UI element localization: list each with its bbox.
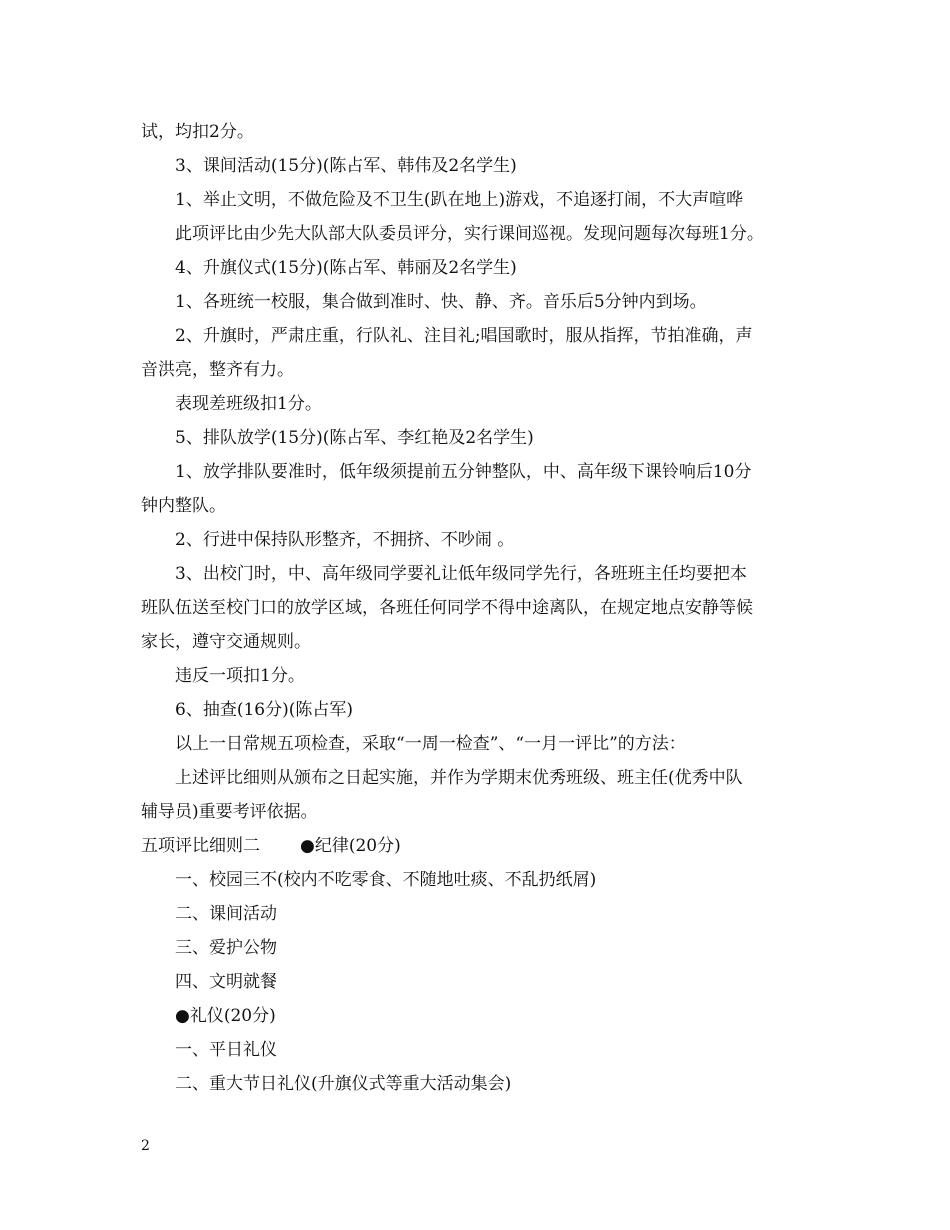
text-line: 班队伍送至校门口的放学区域，各班任何同学不得中途离队，在规定地点安静等候: [141, 598, 753, 618]
text-line: 钟内整队。: [141, 496, 226, 516]
text-line: 此项评比由少先大队部大队委员评分，实行课间巡视。发现问题每次每班1分。: [175, 224, 764, 244]
page-number: 2: [141, 1138, 150, 1154]
text-line: 1、举止文明，不做危险及不卫生(趴在地上)游戏，不追逐打闹，不大声喧哗: [175, 190, 744, 210]
section-heading-recess-activity: 3、课间活动(15分)(陈占军、韩伟及2名学生): [175, 156, 517, 176]
list-item: 四、文明就餐: [175, 972, 277, 992]
text-line: 2、升旗时，严肃庄重，行队礼、注目礼;唱国歌时，服从指挥，节拍准确，声: [175, 326, 753, 346]
etiquette-heading: ●礼仪(20分): [175, 1006, 276, 1026]
list-item: 二、课间活动: [175, 904, 277, 924]
text-line: 2、行进中保持队形整齐，不拥挤、不吵闹 。: [175, 530, 515, 550]
text-line: 家长，遵守交通规则。: [141, 632, 311, 652]
text-line: 3、出校门时，中、高年级同学要礼让低年级同学先行，各班班主任均要把本: [175, 564, 747, 584]
text-line: 辅导员)重要考评依据。: [141, 802, 318, 822]
text-line: 1、各班统一校服，集合做到准时、快、静、齐。音乐后5分钟内到场。: [175, 292, 707, 312]
list-item: 一、校园三不(校内不吃零食、不随地吐痰、不乱扔纸屑): [175, 870, 597, 890]
document-body: [141, 115, 821, 1101]
text-line: 音洪亮，整齐有力。: [141, 360, 294, 380]
list-item: 一、平日礼仪: [175, 1040, 277, 1060]
discipline-item: ●纪律(20分): [300, 836, 401, 856]
section-heading-rules-two: [141, 829, 821, 863]
list-item: 三、爱护公物: [175, 938, 277, 958]
section-title: 五项评比细则二: [141, 836, 260, 856]
text-line: 违反一项扣1分。: [175, 666, 305, 686]
text-line: 上述评比细则从颁布之日起实施，并作为学期末优秀班级、班主任(优秀中队: [175, 768, 743, 788]
section-heading-flag-ceremony: 4、升旗仪式(15分)(陈占军、韩丽及2名学生): [175, 258, 517, 278]
text-line: 表现差班级扣1分。: [175, 394, 322, 414]
section-heading-spot-check: 6、抽查(16分)(陈占军): [175, 700, 353, 720]
text-line: 1、放学排队要准时，低年级须提前五分钟整队，中、高年级下课铃响后10分: [175, 462, 752, 482]
list-item: 二、重大节日礼仪(升旗仪式等重大活动集会): [175, 1074, 512, 1094]
text-line: 以上一日常规五项检查，采取“一周一检查”、“一月一评比”的方法：: [175, 734, 686, 754]
section-heading-dismissal: 5、排队放学(15分)(陈占军、李红艳及2名学生): [175, 428, 534, 448]
text-line: 试，均扣2分。: [141, 122, 254, 142]
